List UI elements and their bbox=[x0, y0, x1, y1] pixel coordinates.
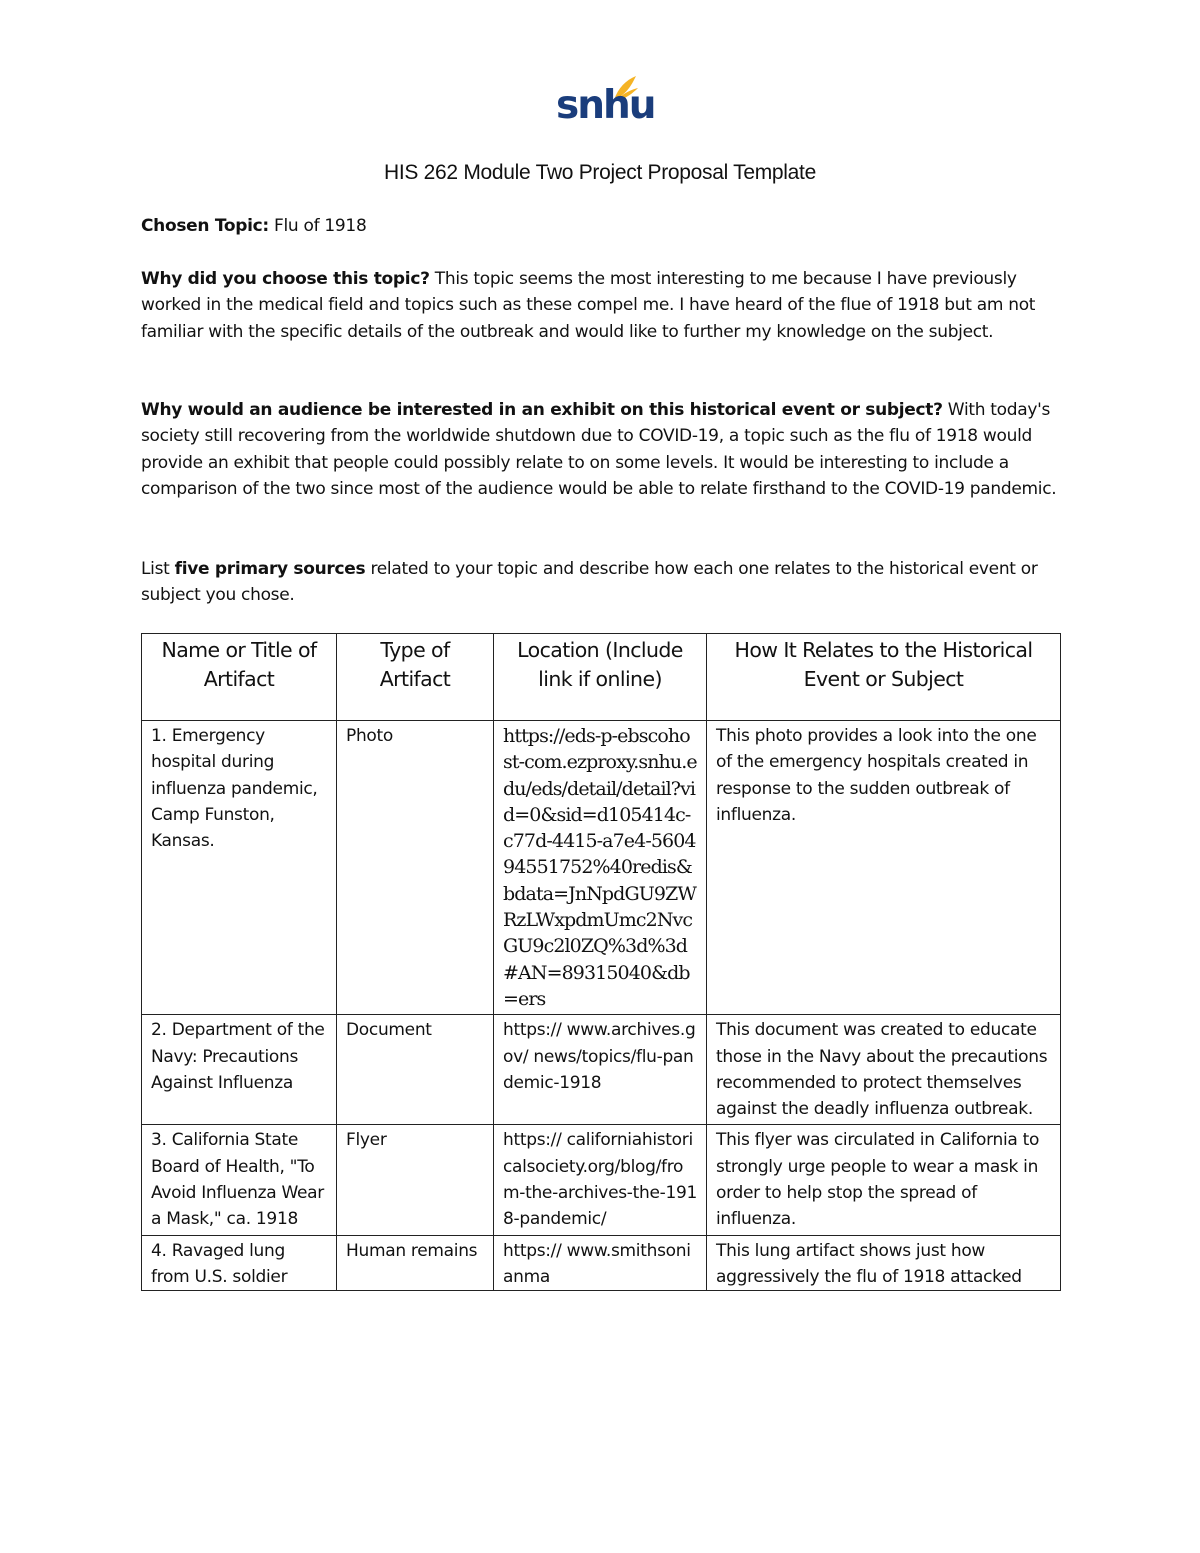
artifact-type: Document bbox=[337, 1015, 494, 1125]
list-intro-paragraph bbox=[141, 556, 1066, 609]
snhu-logo bbox=[556, 74, 655, 134]
header-relates: How It Relates to the Historical Event or Subject bbox=[707, 634, 1061, 721]
artifact-name: 3. California State Board of Health, "To Avoid Influenza Wear a Mask," ca. 1918 bbox=[142, 1125, 337, 1235]
artifact-relates: This lung artifact shows just how aggressively the flu of 1918 attacked bbox=[707, 1235, 1061, 1291]
artifact-relates: This document was created to educate those in the Navy about the precautions recommended to protect themselves against the deadly influenza outbreak. bbox=[707, 1015, 1061, 1125]
why-audience-paragraph bbox=[141, 397, 1066, 502]
why-choose-label: Why did you choose this topic? bbox=[141, 269, 430, 289]
table-row bbox=[142, 1015, 1061, 1125]
artifact-relates: This photo provides a look into the one of the emergency hospitals created in response to the sudden outbreak of influenza. bbox=[707, 721, 1061, 1015]
why-choose-paragraph bbox=[141, 266, 1066, 345]
chosen-topic-label: Chosen Topic: bbox=[141, 216, 269, 236]
logo-wordmark: snhu bbox=[556, 83, 655, 128]
table-row bbox=[142, 721, 1061, 1015]
list-intro-bold: five primary sources bbox=[174, 559, 366, 579]
why-audience-text: With today's society still recovering from the worldwide shutdown due to COVID-19, a topic such as the flu of 1918 would provide an exhibit that people could possibly relate to on some levels. It would be interesting to include a comparison of the two since most of the audience would be able to relate firsthand to the COVID-19 pandemic. bbox=[141, 400, 1057, 499]
table-row bbox=[142, 1125, 1061, 1235]
chosen-topic bbox=[141, 213, 1066, 239]
artifact-location-link[interactable]: https://eds-p-ebscohost-com.ezproxy.snhu.edu/eds/detail/detail?vid=0&sid=d105414c-c77d-4415-a7e4-560494551752%40redis&bdata=JnNpdGU9ZWRzLWxpdmUmc2NvcGU9c2l0ZQ%3d%3d#AN=89315040&db=ers bbox=[494, 721, 707, 1015]
header-location: Location (Include link if online) bbox=[494, 634, 707, 721]
list-intro-post: related to your topic and describe how each one relates to the historical event or subject you chose. bbox=[141, 559, 1038, 606]
document-title: HIS 262 Module Two Project Proposal Template bbox=[384, 161, 816, 184]
artifact-name: 2. Department of the Navy: Precautions Against Influenza bbox=[142, 1015, 337, 1125]
why-choose-text: This topic seems the most interesting to me because I have previously worked in the medical field and topics such as these compel me. I have heard of the flue of 1918 but am not familiar with the specific details of the outbreak and would like to further my knowledge on the subject. bbox=[141, 269, 1036, 342]
artifact-name: 4. Ravaged lung from U.S. soldier bbox=[142, 1235, 337, 1291]
artifact-location-link[interactable]: https:// californiahistoricalsociety.org/blog/from-the-archives-the-1918-pandemic/ bbox=[494, 1125, 707, 1235]
artifact-type: Photo bbox=[337, 721, 494, 1015]
artifact-location-link[interactable]: https:// www.smithsonianma bbox=[494, 1235, 707, 1291]
table-row bbox=[142, 1235, 1061, 1291]
artifact-type: Human remains bbox=[337, 1235, 494, 1291]
primary-sources-table bbox=[141, 633, 1061, 1291]
chosen-topic-value: Flu of 1918 bbox=[268, 216, 367, 236]
list-intro-pre: List bbox=[141, 559, 175, 579]
artifact-relates: This flyer was circulated in California to strongly urge people to wear a mask in order to help stop the spread of influenza. bbox=[707, 1125, 1061, 1235]
artifact-location-link[interactable]: https:// www.archives.gov/ news/topics/flu-pandemic-1918 bbox=[494, 1015, 707, 1125]
artifact-name: 1. Emergency hospital during influenza pandemic, Camp Funston, Kansas. bbox=[142, 721, 337, 1015]
artifact-type: Flyer bbox=[337, 1125, 494, 1235]
why-audience-label: Why would an audience be interested in an exhibit on this historical event or subject? bbox=[141, 400, 943, 420]
table-header-row bbox=[142, 634, 1061, 721]
header-type: Type of Artifact bbox=[337, 634, 494, 721]
header-name: Name or Title of Artifact bbox=[142, 634, 337, 721]
